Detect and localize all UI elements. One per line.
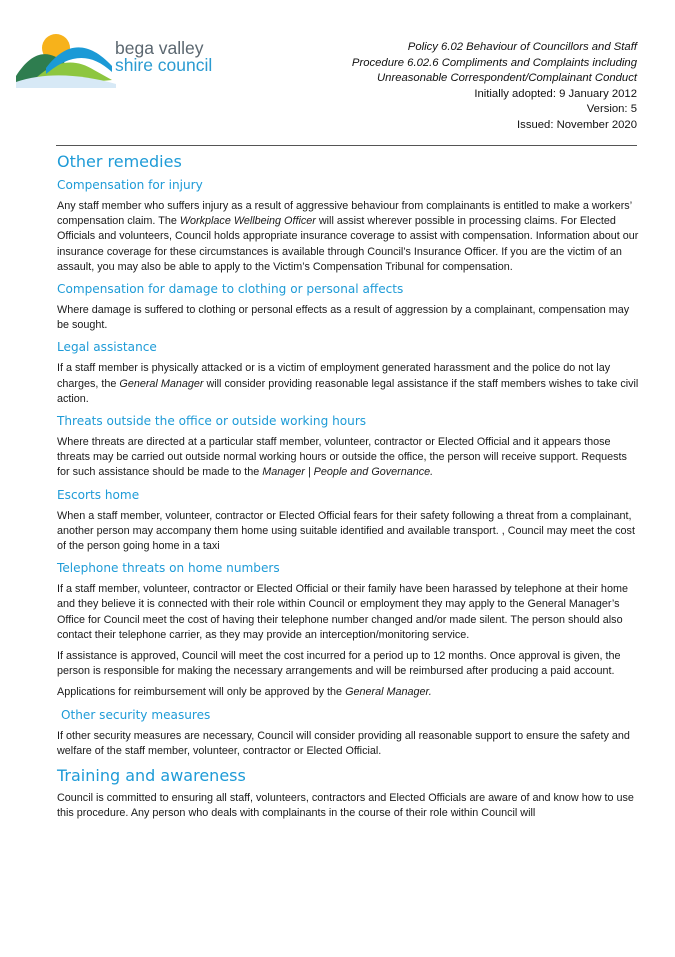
paragraph-training: Council is committed to ensuring all staff, volunteers, contractors and Elected Officials are aware of and know how to use this procedure. Any person who deals with complainants in the course of their role within Council will: [57, 792, 634, 820]
heading-training: Training and awareness: [57, 766, 246, 786]
council-logo: [16, 28, 246, 98]
header-version: Version: 5: [586, 103, 637, 115]
header-procedure: Procedure 6.02.6 Compliments and Complaints including: [351, 56, 637, 69]
paragraph-telephone-threats-3: Applications for reimbursement will only be approved by the General Manager.: [57, 686, 432, 699]
heading-other-remedies: Other remedies: [57, 152, 182, 171]
heading-other-security: Other security measures: [61, 707, 211, 722]
paragraph-telephone-threats-2: If assistance is approved, Council will meet the cost incurred for a period up to 12 months. Once approval is given, the person is responsible for making the necessary arrangements and will be reimbursed after producing a paid account.: [57, 650, 621, 678]
header-issued: Issued: November 2020: [517, 118, 637, 131]
document-header: [352, 40, 637, 133]
paragraph-legal-assistance: If a staff member is physically attacked or is a victim of employment generated harassment and the police do not lay charges, the General Manager will consider providing reasonable legal assistance if the staff members wishes to take civil action.: [57, 362, 639, 405]
document-body: [57, 151, 639, 827]
logo-line2: shire council: [115, 55, 213, 75]
paragraph-other-security: If other security measures are necessary, Council will consider providing all reasonable support to ensure the safety and welfare of the staff member, volunteer, contractor or Elected Official.: [57, 729, 630, 757]
paragraph-compensation-damage: Where damage is suffered to clothing or personal effects as a result of aggression by a complainant, compensation may be sought.: [57, 304, 630, 332]
logo-line1: bega valley: [115, 38, 204, 58]
header-procedure2: Unreasonable Correspondent/Complainant Conduct: [377, 72, 637, 84]
heading-compensation-injury: Compensation for injury: [57, 178, 203, 192]
paragraph-compensation-injury: Any staff member who suffers injury as a result of aggressive behaviour from complainants is entitled to make a workers’ compensation claim. The Workplace Wellbeing Officer will assist wherever possible in processing claims. For Elected Officials and volunteers, Council holds appropriate insurance coverage to assist with compensation. Information about our insurance coverage for these circumstances is available through Council’s Insurance Officer. If you are the victim of an assault, you may also be able to apply to the Victim’s Compensation Tribunal for compensation.: [57, 200, 639, 273]
header-divider: [56, 145, 637, 146]
header-policy: Policy 6.02 Behaviour of Councillors and Staff: [407, 41, 637, 53]
paragraph-threats-outside: Where threats are directed at a particular staff member, volunteer, contractor or Elected Official and it appears those threats may be carried out outside normal working hours or outside the office, the person will receive support. Requests for such assistance should be made to the Manager | People and Governance.: [57, 436, 627, 479]
paragraph-telephone-threats-1: If a staff member, volunteer, contractor or Elected Official or their family have been harassed by telephone at their home and they believe it is connected with their role within Council or employment they may apply to the General Manager’s Office for Council meet the cost of having their telephone number changed and/or made silent. The person should also contact their telephone carrier, as they may provide an interception/monitoring service.: [57, 583, 628, 641]
heading-threats-outside: Threats outside the office or outside working hours: [57, 414, 367, 429]
heading-telephone-threats: Telephone threats on home numbers: [57, 561, 280, 576]
heading-compensation-damage: Compensation for damage to clothing or personal affects: [57, 282, 404, 297]
heading-escorts-home: Escorts home: [57, 487, 140, 502]
mountain-logo-icon: [16, 28, 116, 90]
paragraph-escorts-home: When a staff member, volunteer, contractor or Elected Official fears for their safety following a threat from a complainant, another person may accompany them home using suitable identified and available transport. , Council may meet the cost of the person going home in a taxi: [57, 509, 635, 553]
heading-legal-assistance: Legal assistance: [57, 340, 157, 355]
header-adopted: Initially adopted: 9 January 2012: [474, 87, 637, 100]
